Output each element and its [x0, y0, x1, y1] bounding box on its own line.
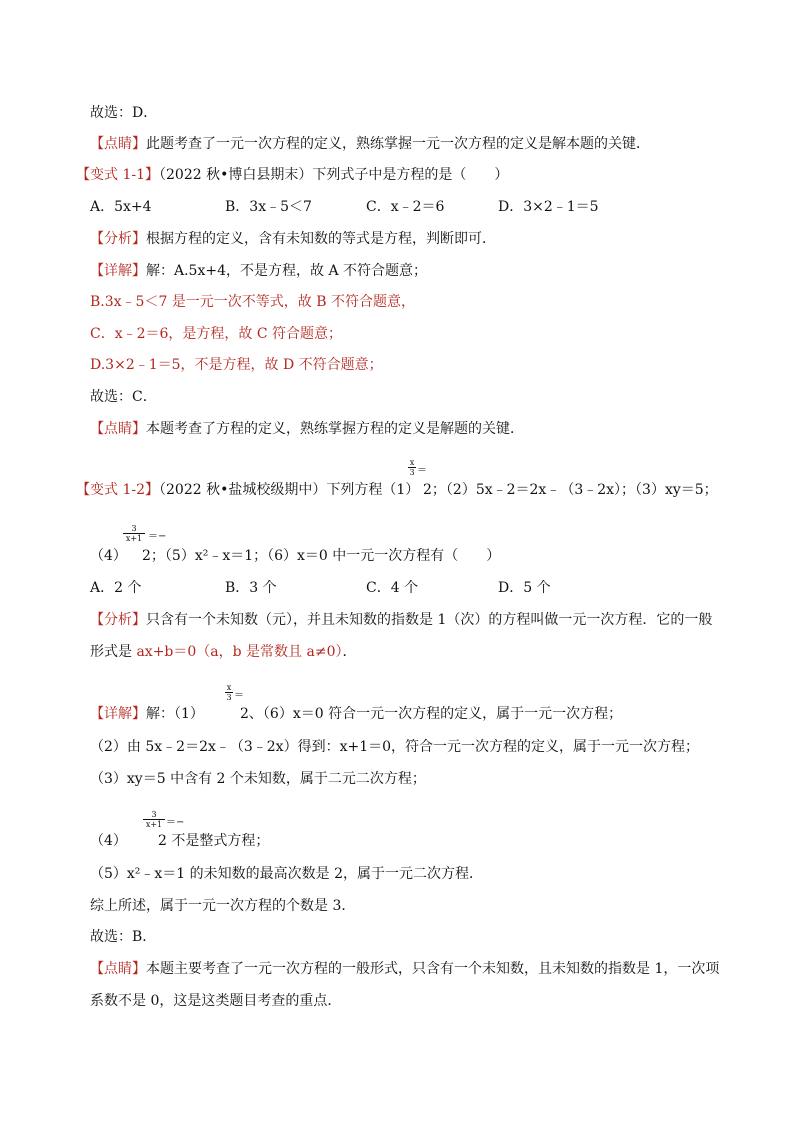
fraction-3-over-x1 [120, 524, 148, 543]
comment-text: 本题考查了方程的定义，熟练掌握方程的定义是解题的关键． [146, 421, 524, 437]
fraction-numerator: x [226, 683, 232, 692]
fraction-numerator: x [409, 458, 415, 467]
variant-1-1-heading [76, 166, 508, 184]
analysis-line-2 [90, 643, 357, 661]
detail-line-5: （5）x²﹣x＝1 的未知数的最高次数是 2，属于一元二次方程． [90, 866, 484, 882]
analysis-text-2c: ． [342, 644, 357, 660]
comment-line-3 [90, 960, 719, 978]
detail-tag: 【详解】 [90, 706, 146, 722]
option-d: D．3×2﹣1＝5 [498, 199, 599, 215]
summary-line: 综上所述，属于一元一次方程的个数是 3． [90, 898, 356, 914]
detail-text-1a: 解：（1） [146, 706, 204, 722]
fraction-numerator: 3 [151, 810, 157, 819]
analysis-text-1: 只含有一个未知数（元），并且未知数的指数是 1（次）的方程叫做一元一次方程．它的一般 [146, 612, 713, 628]
detail-line-2: B.3x﹣5＜7 是一元一次不等式，故 B 不符合题意， [90, 294, 415, 310]
comment-text-1: 本题主要考查了一元一次方程的一般形式，只含有一个未知数，且未知数的指数是 1，一次项 [146, 961, 720, 977]
fraction-numerator: 3 [131, 524, 137, 533]
detail-text-1b: 2、（6）x＝0 符合一元一次方程的定义，属于一元一次方程； [240, 706, 623, 722]
comment-line-3b: 系数不是 0，这是这类题目考查的重点． [90, 993, 342, 1009]
option-a: A．2 个 [90, 580, 142, 596]
detail-line-4b: 2 不是整式方程； [158, 833, 270, 849]
detail-line-4: D.3×2﹣1＝5，不是方程，故 D 不符合题意； [90, 357, 383, 373]
fraction-denominator: x+1 [125, 534, 143, 543]
option-a: A．5x+4 [90, 199, 152, 215]
detail-line-3: （3）xy＝5 中含有 2 个未知数，属于二元二次方程； [90, 771, 426, 787]
answer-line-3: 故选：B． [90, 929, 157, 945]
fraction-eq-minus: ＝− [166, 817, 185, 828]
detail-tag: 【详解】 [90, 263, 146, 279]
option-c: C．4 个 [366, 580, 419, 596]
analysis-text-2b: ax+b＝0（a，b 是常数且 a≠0） [136, 644, 343, 660]
detail-line-4a: （4） [90, 833, 127, 849]
detail-text: 解：A.5x+4，不是方程，故 A 不符合题意； [146, 263, 428, 279]
fraction-eq-minus: ＝− [148, 531, 167, 542]
answer-line-2: 故选：C． [90, 389, 157, 405]
fraction-eq: ＝ [234, 690, 244, 701]
fraction-denominator: 3 [226, 693, 232, 702]
detail-line-3: C．x﹣2＝6，是方程，故 C 符合题意； [90, 326, 343, 342]
analysis-line [90, 230, 496, 248]
fraction-3-over-x1 [140, 810, 168, 829]
comment-tag: 【点睛】 [90, 421, 146, 437]
variant-question-b: 2；（2）5x﹣2＝2x﹣（3﹣2x）；（3）xy＝5； [423, 482, 718, 498]
analysis-text: 根据方程的定义，含有未知数的等式是方程，判断即可． [146, 231, 496, 247]
comment-tag: 【点睛】 [90, 961, 146, 977]
analysis-tag: 【分析】 [90, 612, 146, 628]
fraction-denominator: 3 [409, 468, 415, 477]
detail-line-1 [90, 705, 204, 723]
variant-tag: 【变式 1-1】 [76, 167, 159, 183]
option-c: C．x﹣2＝6 [366, 199, 445, 215]
variant-1-2-line2-a: （4） [90, 548, 127, 564]
variant-1-2-line2-b: 2；（5）x²﹣x＝1；（6）x＝0 中一元一次方程有（ ） [142, 548, 501, 564]
comment-line-2 [90, 420, 524, 438]
variant-question: （2022 秋•博白县期末）下列式子中是方程的是（ ） [159, 167, 509, 183]
variant-tag: 【变式 1-2】 [76, 482, 159, 498]
comment-line-1 [90, 135, 650, 153]
detail-line-1 [90, 262, 427, 280]
option-b: B．3 个 [225, 580, 277, 596]
detail-line-2: （2）由 5x﹣2＝2x﹣（3﹣2x）得到：x+1＝0，符合一元一次方程的定义，属于一元一次方程； [90, 739, 700, 755]
comment-text: 此题考查了一元一次方程的定义，熟练掌握一元一次方程的定义是解本题的关键． [146, 136, 650, 152]
option-b: B．3x﹣5＜7 [225, 199, 312, 215]
analysis-line [90, 611, 712, 629]
variant-1-2-heading [76, 481, 419, 499]
analysis-text-2a: 形式是 [90, 644, 137, 660]
analysis-tag: 【分析】 [90, 231, 146, 247]
fraction-eq: ＝ [417, 465, 427, 476]
option-d: D．5 个 [498, 580, 551, 596]
answer-line-1: 故选：D． [90, 105, 158, 121]
variant-question-a: （2022 秋•盐城校级期中）下列方程（1） [159, 482, 420, 498]
fraction-denominator: x+1 [145, 820, 163, 829]
comment-tag: 【点睛】 [90, 136, 146, 152]
